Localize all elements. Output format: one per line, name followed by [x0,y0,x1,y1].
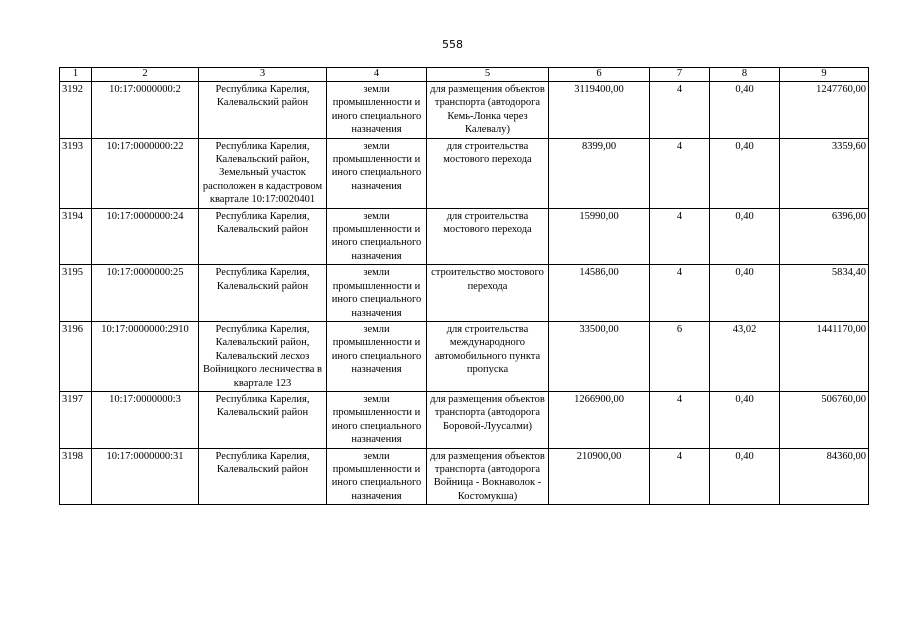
column-7-value: 4 [650,208,710,265]
column-8-value: 0,40 [710,391,780,448]
permitted-use: для размещения объектов транспорта (автодорога Войница - Вокнаволок - Костомукша) [427,448,549,505]
land-category: земли промышленности и иного специального назначения [327,265,427,322]
row-number: 3193 [60,138,92,208]
cadastral-number: 10:17:0000000:31 [92,448,199,505]
land-category: земли промышленности и иного специального назначения [327,208,427,265]
column-header-6: 6 [549,68,650,82]
row-number: 3196 [60,321,92,391]
column-9-value: 5834,40 [780,265,869,322]
cadastral-number: 10:17:0000000:3 [92,391,199,448]
column-7-value: 6 [650,321,710,391]
column-8-value: 0,40 [710,265,780,322]
permitted-use: для строительства международного автомобильного пункта пропуска [427,321,549,391]
column-9-value: 506760,00 [780,391,869,448]
column-header-5: 5 [427,68,549,82]
permitted-use: для размещения объектов транспорта (автодорога Кемь-Лонка через Калевалу) [427,82,549,139]
column-7-value: 4 [650,82,710,139]
location: Республика Карелия, Калевальский район [199,208,327,265]
table-row [60,208,869,265]
land-category: земли промышленности и иного специального назначения [327,138,427,208]
table-row [60,321,869,391]
location: Республика Карелия, Калевальский район [199,448,327,505]
row-number: 3192 [60,82,92,139]
column-header-4: 4 [327,68,427,82]
column-9-value: 1247760,00 [780,82,869,139]
column-8-value: 0,40 [710,82,780,139]
area: 3119400,00 [549,82,650,139]
table-row [60,391,869,448]
cadastral-number: 10:17:0000000:24 [92,208,199,265]
column-header-1: 1 [60,68,92,82]
header-row [60,68,869,82]
column-9-value: 3359,60 [780,138,869,208]
table-header [60,68,869,82]
location: Республика Карелия, Калевальский район, Земельный участок расположен в кадастровом квартале 10:17:0020401 [199,138,327,208]
column-7-value: 4 [650,448,710,505]
column-9-value: 1441170,00 [780,321,869,391]
row-number: 3195 [60,265,92,322]
cadastral-number: 10:17:0000000:22 [92,138,199,208]
table-row [60,82,869,139]
table-body [60,82,869,505]
area: 33500,00 [549,321,650,391]
column-8-value: 0,40 [710,138,780,208]
column-header-2: 2 [92,68,199,82]
land-registry-table [59,67,869,505]
area: 1266900,00 [549,391,650,448]
cadastral-number: 10:17:0000000:2910 [92,321,199,391]
column-header-3: 3 [199,68,327,82]
land-category: земли промышленности и иного специального назначения [327,321,427,391]
location: Республика Карелия, Калевальский район [199,265,327,322]
page-number: 558 [442,38,463,51]
column-7-value: 4 [650,391,710,448]
column-header-9: 9 [780,68,869,82]
column-9-value: 6396,00 [780,208,869,265]
column-8-value: 43,02 [710,321,780,391]
column-header-8: 8 [710,68,780,82]
column-8-value: 0,40 [710,448,780,505]
area: 14586,00 [549,265,650,322]
land-category: земли промышленности и иного специального назначения [327,391,427,448]
column-8-value: 0,40 [710,208,780,265]
table-row [60,265,869,322]
location: Республика Карелия, Калевальский район, Калевальский лесхоз Войницкого лесничества в квартале 123 [199,321,327,391]
location: Республика Карелия, Калевальский район [199,82,327,139]
permitted-use: для размещения объектов транспорта (автодорога Боровой-Луусалми) [427,391,549,448]
area: 8399,00 [549,138,650,208]
permitted-use: для строительства мостового перехода [427,208,549,265]
land-category: земли промышленности и иного специального назначения [327,448,427,505]
permitted-use: для строительства мостового перехода [427,138,549,208]
location: Республика Карелия, Калевальский район [199,391,327,448]
cadastral-number: 10:17:0000000:2 [92,82,199,139]
area: 210900,00 [549,448,650,505]
table-row [60,138,869,208]
land-category: земли промышленности и иного специального назначения [327,82,427,139]
permitted-use: строительство мостового перехода [427,265,549,322]
column-header-7: 7 [650,68,710,82]
column-7-value: 4 [650,138,710,208]
column-9-value: 84360,00 [780,448,869,505]
row-number: 3197 [60,391,92,448]
area: 15990,00 [549,208,650,265]
column-7-value: 4 [650,265,710,322]
row-number: 3198 [60,448,92,505]
row-number: 3194 [60,208,92,265]
cadastral-number: 10:17:0000000:25 [92,265,199,322]
table-row [60,448,869,505]
